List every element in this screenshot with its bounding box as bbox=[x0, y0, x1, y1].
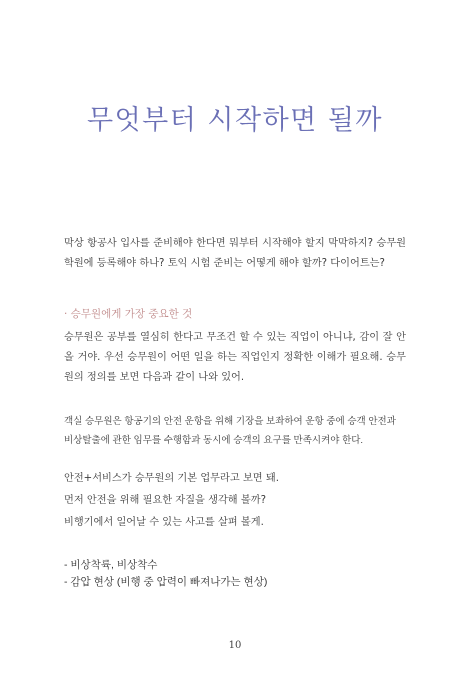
body-line: 안전+서비스가 승무원의 기본 업무라고 보면 돼. bbox=[64, 473, 279, 484]
definition-paragraph: 승무원은 공부를 열심히 한다고 무조건 할 수 있는 직업이 아니냐, 감이 잘 안 올 거야. 우선 승무원이 어떤 일을 하는 직업인지 정확한 이해가 필요해. 승무원의 정의를 보면 다음과 같이 나와 있어. bbox=[64, 332, 406, 383]
body-line: 먼저 안전을 위해 필요한 자질을 생각해 볼까? bbox=[64, 495, 266, 506]
intro-paragraph: 막상 항공사 입사를 준비해야 한다면 뭐부터 시작해야 할지 막막하지? 승무원 학원에 등록해야 하나? 토익 시험 준비는 어떻게 해야 할까? 다이어트는? bbox=[64, 238, 406, 269]
chapter-title: 무엇부터 시작하면 될까 bbox=[87, 105, 383, 137]
list-item: - 감압 현상 (비행 중 압력이 빠져나가는 현상) bbox=[64, 576, 268, 588]
page-number: 10 bbox=[228, 640, 242, 651]
section-heading: · 승무원에게 가장 중요한 것 bbox=[64, 308, 193, 320]
list-item: - 비상착륙, 비상착수 bbox=[64, 559, 158, 571]
body-line: 비행기에서 일어날 수 있는 사고를 살펴 볼게. bbox=[64, 517, 264, 528]
definition-quote: 객실 승무원은 항공기의 안전 운항을 위해 기장을 보좌하여 운항 중에 승객 안전과 비상탈출에 관한 임무를 수행함과 동시에 승객의 요구를 만족시켜야 한다. bbox=[64, 416, 396, 446]
